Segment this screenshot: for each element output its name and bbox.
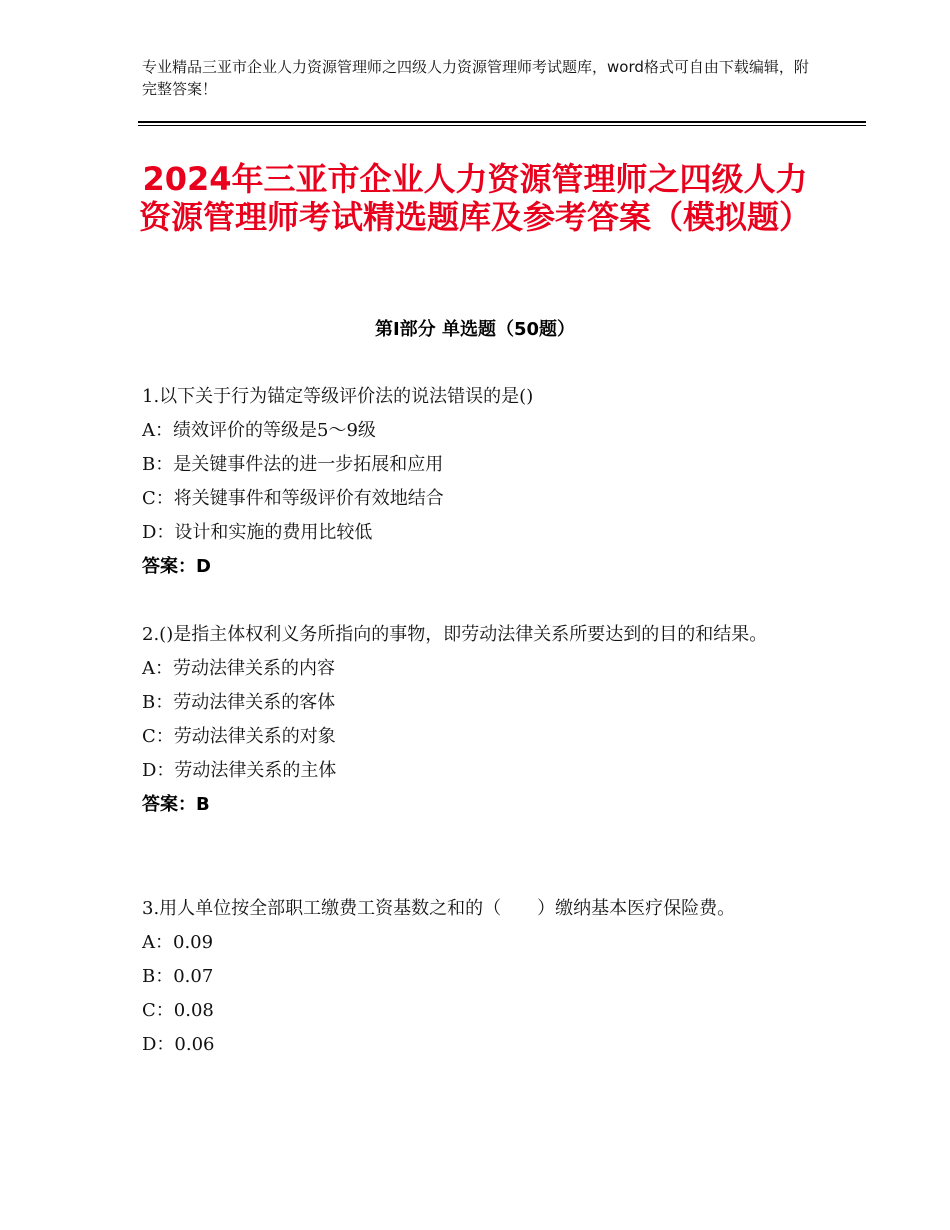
header-divider-thick <box>138 121 866 123</box>
option-a: A：0.09 <box>142 932 214 953</box>
question-stem: 2.()是指主体权利义务所指向的事物，即劳动法律关系所要达到的目的和结果。 <box>142 624 768 645</box>
option-b: B：是关键事件法的进一步拓展和应用 <box>142 454 444 475</box>
answer: 答案：B <box>142 794 210 815</box>
option-d: D：设计和实施的费用比较低 <box>142 522 373 543</box>
question-1 <box>142 380 812 584</box>
document-title: 2024年三亚市企业人力资源管理师之四级人力资源管理师考试精选题库及参考答案（模拟题） <box>138 160 811 236</box>
option-b: B：劳动法律关系的客体 <box>142 692 336 713</box>
option-c: C：0.08 <box>142 1000 214 1021</box>
option-d: D：劳动法律关系的主体 <box>142 760 337 781</box>
option-a: A：绩效评价的等级是5～9级 <box>142 420 376 441</box>
option-b: B：0.07 <box>142 966 214 987</box>
option-d: D：0.06 <box>142 1034 215 1055</box>
section-title: 第Ⅰ部分 单选题（50题） <box>374 319 575 340</box>
question-3 <box>142 892 812 1062</box>
answer: 答案：D <box>142 556 211 577</box>
header-note: 专业精品三亚市企业人力资源管理师之四级人力资源管理师考试题库，word格式可自由下载编辑，附完整答案！ <box>142 58 809 98</box>
option-c: C：劳动法律关系的对象 <box>142 726 336 747</box>
question-2 <box>142 618 812 822</box>
question-stem: 1.以下关于行为锚定等级评价法的说法错误的是() <box>142 386 534 407</box>
option-a: A：劳动法律关系的内容 <box>142 658 335 679</box>
question-stem: 3.用人单位按全部职工缴费工资基数之和的（ ）缴纳基本医疗保险费。 <box>142 898 736 919</box>
option-c: C：将关键事件和等级评价有效地结合 <box>142 488 444 509</box>
header-divider-thin <box>138 125 866 126</box>
